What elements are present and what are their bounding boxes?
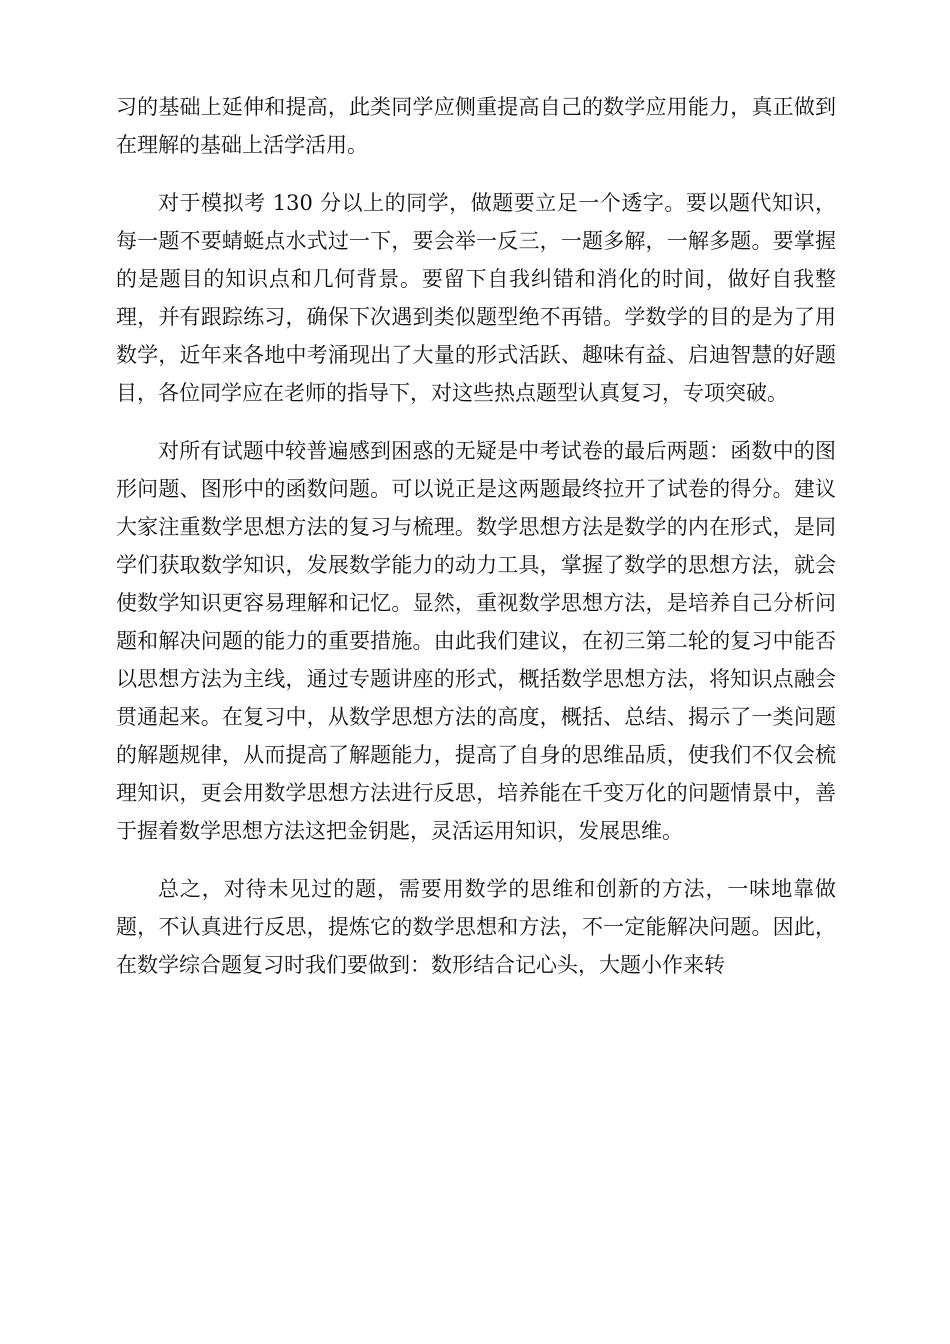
document-page [116, 88, 836, 1004]
paragraph-1: 习的基础上延伸和提高，此类同学应侧重提高自己的数学应用能力，真正做到在理解的基础上活学活用。 [116, 95, 836, 157]
paragraph-4: 总之，对待未见过的题，需要用数学的思维和创新的方法，一味地靠做题，不认真进行反思，提炼它的数学思想和方法，不一定能解决问题。因此，在数学综合题复习时我们要做到：数形结合记心头，大题小作来转 [116, 877, 836, 977]
paragraph-3: 对所有试题中较普遍感到困惑的无疑是中考试卷的最后两题：函数中的图形问题、图形中的函数问题。可以说正是这两题最终拉开了试卷的得分。建议大家注重数学思想方法的复习与梳理。数学思想方法是数学的内在形式，是同学们获取数学知识，发展数学能力的动力工具，掌握了数学的思想方法，就会使数学知识更容易理解和记忆。显然，重视数学思想方法，是培养自己分析问题和解决问题的能力的重要措施。由此我们建议，在初三第二轮的复习中能否以思想方法为主线，通过专题讲座的形式，概括数学思想方法，将知识点融会贯通起来。在复习中，从数学思想方法的高度，概括、总结、揭示了一类问题的解题规律，从而提高了解题能力，提高了自身的思维品质，使我们不仅会梳理知识，更会用数学思想方法进行反思，培养能在千变万化的问题情景中，善于握着数学思想方法这把金钥匙，灵活运用知识，发展思维。 [116, 439, 836, 843]
paragraph-2: 对于模拟考 130 分以上的同学，做题要立足一个透字。要以题代知识，每一题不要蜻蜓点水式过一下，要会举一反三，一题多解，一解多题。要掌握的是题目的知识点和几何背景。要留下自我纠错和消化的时间，做好自我整理，并有跟踪练习，确保下次遇到类似题型绝不再错。学数学的目的是为了用数学，近年来各地中考涌现出了大量的形式活跃、趣味有益、启迪智慧的好题目，各位同学应在老师的指导下，对这些热点题型认真复习，专项突破。 [116, 191, 836, 405]
